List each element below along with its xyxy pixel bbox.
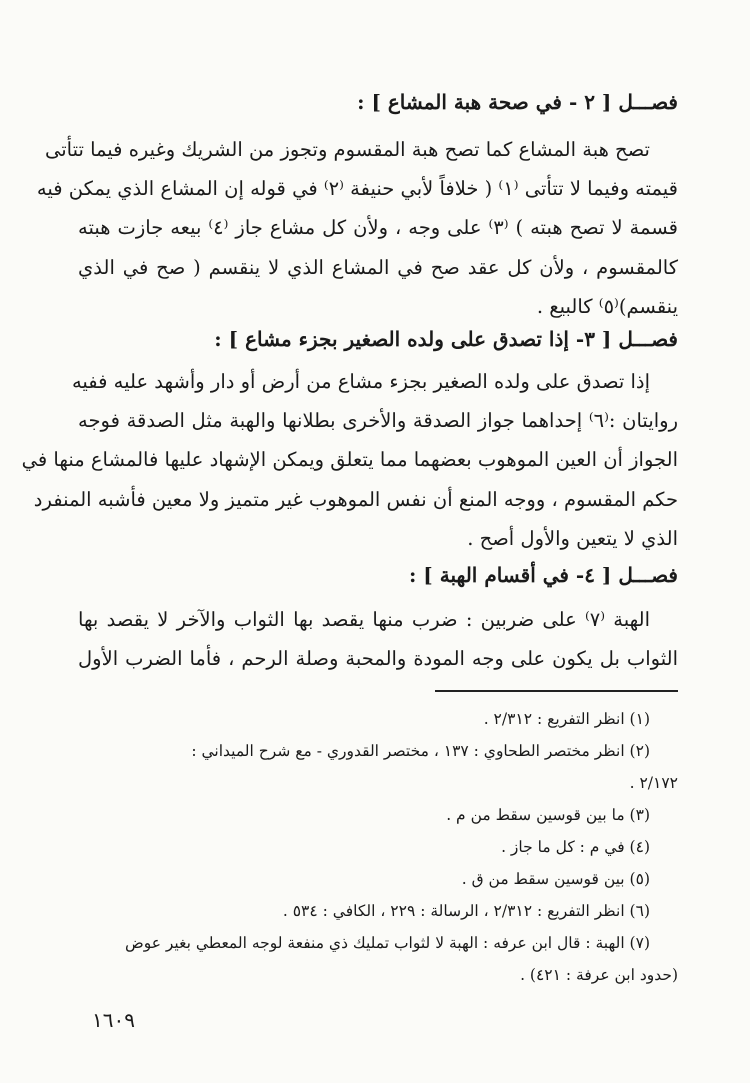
page-number: ١٦٠٩ <box>92 1008 135 1032</box>
paragraph-line: الذي لا يتعين والأول أصح . <box>467 526 678 550</box>
footnote: (٢) انظر مختصر الطحاوي : ١٣٧ ، مختصر القدوري - مع شرح الميداني : <box>191 742 650 760</box>
footnote: (حدود ابن عرفة : ٤٢١) . <box>520 966 678 984</box>
footnote: (١) انظر التفريع : ٢/٣١٢ . <box>483 710 650 728</box>
paragraph-line: الهبة ⁽٧⁾ على ضربين : ضرب منها يقصد بها الثواب والآخر لا يقصد بها <box>78 608 650 631</box>
paragraph-line: تصح هبة المشاع كما تصح هبة المقسوم وتجوز من الشريك وغيره فيما تتأتى <box>44 138 650 161</box>
section-3-body <box>21 362 678 558</box>
paragraph-line: روايتان :⁽٦⁾ إحداهما جواز الصدقة والأخرى بطلانها والهبة مثل الصدقة فوجه <box>78 409 678 433</box>
section-2-heading: فصـــل [ ٢ - في صحة هبة المشاع ] : <box>357 90 678 114</box>
footnote: (٥) بين قوسين سقط من ق . <box>461 870 650 888</box>
footnote: ٢/١٧٢ . <box>629 774 678 792</box>
section-2-body <box>36 130 679 326</box>
footnote: (٤) في م : كل ما جاز . <box>501 838 650 856</box>
footnotes <box>78 703 678 991</box>
section-4-body <box>78 600 678 678</box>
paragraph-line: قيمته وفيما لا تتأتى ⁽١⁾ ( خلافاً لأبي حنيفة ⁽٢⁾ في قوله إن المشاع الذي يمكن فيه <box>36 177 678 201</box>
paragraph-line: ينقسم)⁽٥⁾ كالبيع . <box>536 294 678 318</box>
footnote: (٦) انظر التفريع : ٢/٣١٢ ، الرسالة : ٢٢٩ ، الكافي : ٥٣٤ . <box>282 902 650 920</box>
paragraph-line: الجواز أن العين الموهوب بعضهما مما يتعلق ويمكن الإشهاد عليها فالمشاع منها في <box>21 448 678 472</box>
section-4-heading: فصـــل [ ٤- في أقسام الهبة ] : <box>408 563 678 587</box>
paragraph-line: حكم المقسوم ، ووجه المنع أن نفس الموهوب غير متميز ولا معين فأشبه المنفرد <box>33 487 678 511</box>
footnote: (٣) ما بين قوسين سقط من م . <box>446 806 650 824</box>
paragraph-line: إذا تصدق على ولده الصغير بجزء مشاع من أرض أو دار وأشهد عليه ففيه <box>71 370 650 393</box>
paragraph-line: كالمقسوم ، ولأن كل عقد صح في المشاع الذي لا ينقسم ( صح في الذي <box>78 255 678 279</box>
section-3-heading: فصـــل [ ٣- إذا تصدق على ولده الصغير بجزء مشاع ] : <box>214 327 678 351</box>
paragraph-line: قسمة لا تصح هبته ) ⁽٣⁾ على وجه ، ولأن كل مشاع جاز ⁽٤⁾ بيعه جازت هبته <box>78 216 679 240</box>
footnote-separator <box>435 690 678 692</box>
footnote: (٧) الهبة : قال ابن عرفه : الهبة لا لثواب تمليك ذي منفعة لوجه المعطي بغير عوض <box>124 934 650 952</box>
paragraph-line: الثواب بل يكون على وجه المودة والمحبة وصلة الرحم ، فأما الضرب الأول <box>78 647 678 671</box>
